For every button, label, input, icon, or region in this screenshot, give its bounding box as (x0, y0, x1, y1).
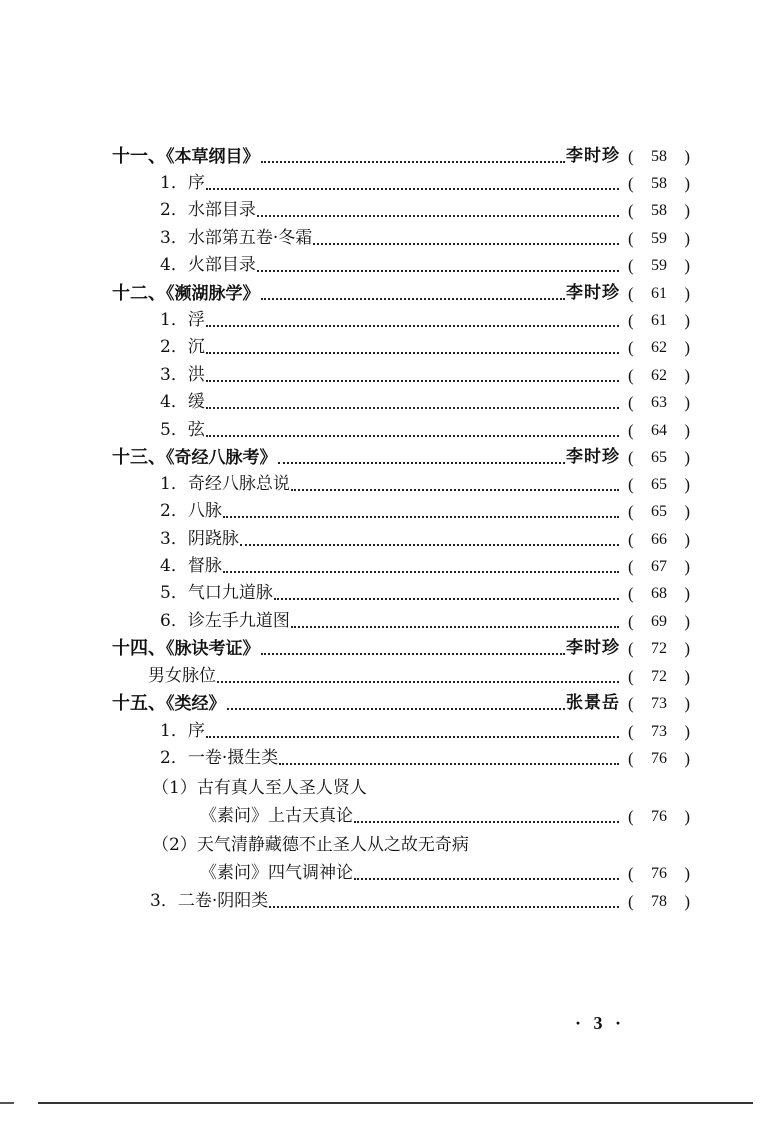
paren-open: ( (628, 448, 634, 467)
page-reference (620, 745, 690, 772)
paren-close: ) (684, 667, 690, 686)
toc-entry-row (160, 526, 690, 553)
dot-leader (223, 553, 619, 580)
paren-close: ) (684, 749, 690, 768)
page-number-value: 67 (651, 558, 667, 575)
dot-leader (291, 471, 619, 498)
toc-entry-label: 1．序 (160, 721, 205, 741)
toc-entry-label: 2．沉 (160, 337, 205, 357)
page-reference (620, 143, 690, 170)
toc-subtitle: （1）古有真人至人圣人贤人 (152, 778, 367, 798)
toc-entry-label: 《素问》四气调神论 (200, 863, 353, 883)
page-number-value: 59 (651, 230, 667, 247)
toc-heading-label (112, 444, 277, 472)
paren-close: ) (684, 694, 690, 713)
page-reference (620, 526, 690, 553)
paren-open: ( (628, 366, 634, 385)
toc-entry-label: 5．弦 (160, 420, 205, 440)
paren-open: ( (628, 174, 634, 193)
page-reference (620, 197, 690, 224)
paren-open: ( (628, 557, 634, 576)
page-reference (620, 417, 690, 444)
paren-close: ) (684, 366, 690, 385)
page-number-value: 61 (651, 285, 667, 302)
page-number-value: 76 (651, 865, 667, 882)
toc-heading-label (112, 635, 260, 663)
paren-open: ( (628, 502, 634, 521)
toc-heading-label (112, 690, 226, 718)
paren-open: ( (628, 612, 634, 631)
page-number-value: 59 (651, 257, 667, 274)
toc-entry-label: 3．水部第五卷·冬霜 (160, 228, 313, 248)
page-reference (620, 803, 690, 830)
page-reference (620, 334, 690, 361)
page-reference (620, 252, 690, 279)
page-number-value: 65 (651, 503, 667, 520)
toc-heading-row (112, 690, 690, 717)
toc-entry-row (150, 888, 690, 915)
page-number-value: 62 (651, 339, 667, 356)
page-number-value: 65 (651, 449, 667, 466)
toc-subtitle: （2）天气清静藏德不止圣人从之故无奇病 (152, 835, 469, 855)
page-number-value: 58 (651, 148, 667, 165)
author-name: 李时珍 (566, 638, 620, 658)
paren-close: ) (684, 256, 690, 275)
page-reference (620, 718, 690, 745)
toc-entry-label: 3．二卷·阴阳类 (150, 891, 269, 911)
paren-open: ( (628, 421, 634, 440)
dot-leader (257, 197, 619, 224)
dot-leader (227, 690, 566, 717)
paren-close: ) (684, 229, 690, 248)
toc-entry-label: 2．一卷·摄生类 (160, 748, 279, 768)
dot-leader (313, 225, 619, 252)
page-number-value: 62 (651, 367, 667, 384)
dot-leader (206, 389, 619, 416)
chapter-number: 十三、 (112, 446, 166, 468)
paren-open: ( (628, 864, 634, 883)
page-reference (620, 280, 690, 307)
page-number-value: 72 (651, 668, 667, 685)
page-number-value: 76 (651, 750, 667, 767)
toc-entry-row (160, 718, 690, 745)
page-reference (620, 307, 690, 334)
paren-close: ) (684, 612, 690, 631)
page-number-value: 72 (651, 640, 667, 657)
chapter-number: 十一、 (112, 145, 166, 167)
paren-open: ( (628, 584, 634, 603)
book-title: 《濒湖脉学》 (166, 283, 260, 304)
toc-entry-row (200, 803, 690, 830)
page-reference (620, 690, 690, 717)
page-number-value: 73 (651, 695, 667, 712)
page-reference (620, 170, 690, 197)
paren-open: ( (628, 229, 634, 248)
book-title: 《奇经八脉考》 (166, 447, 277, 468)
dot-leader (269, 888, 619, 915)
paren-close: ) (684, 557, 690, 576)
paren-open: ( (628, 393, 634, 412)
toc-heading-row (112, 635, 690, 662)
book-title: 《脉诀考证》 (166, 638, 260, 659)
dot-leader (217, 663, 619, 690)
paren-open: ( (628, 892, 634, 911)
paren-open: ( (628, 256, 634, 275)
paren-open: ( (628, 284, 634, 303)
page-reference (620, 860, 690, 887)
toc-entry-row (160, 553, 690, 580)
paren-open: ( (628, 694, 634, 713)
toc-heading-row (112, 143, 690, 170)
page-number-value: 76 (651, 808, 667, 825)
page-number-value: 73 (651, 723, 667, 740)
chapter-number: 十五、 (112, 692, 166, 714)
dot-leader (279, 745, 619, 772)
page-reference (620, 444, 690, 471)
page-reference (620, 663, 690, 690)
paren-close: ) (684, 584, 690, 603)
page-number-value: 58 (651, 175, 667, 192)
page-reference (620, 888, 690, 915)
paren-close: ) (684, 201, 690, 220)
toc-entry-label: 6．诊左手九道图 (160, 611, 290, 631)
page-reference (620, 389, 690, 416)
dot-leader (223, 498, 619, 525)
scan-bottom-line (38, 1102, 753, 1104)
author-name: 李时珍 (566, 283, 620, 303)
paren-open: ( (628, 639, 634, 658)
paren-open: ( (628, 667, 634, 686)
toc-heading-label (112, 143, 260, 171)
paren-close: ) (684, 502, 690, 521)
paren-close: ) (684, 421, 690, 440)
page-number-value: 65 (651, 476, 667, 493)
toc-entry-label: 3．洪 (160, 365, 205, 385)
paren-open: ( (628, 311, 634, 330)
page-reference (620, 635, 690, 662)
toc-entry-row (200, 860, 690, 887)
page-number-value: 58 (651, 202, 667, 219)
author-name: 李时珍 (566, 146, 620, 166)
paren-close: ) (684, 147, 690, 166)
paren-close: ) (684, 475, 690, 494)
page-number-value: 63 (651, 394, 667, 411)
toc-heading-label (112, 280, 260, 308)
page-reference (620, 580, 690, 607)
paren-close: ) (684, 864, 690, 883)
toc-entry-row (148, 663, 690, 690)
paren-close: ) (684, 892, 690, 911)
toc-entry-label: 4．督脉 (160, 556, 222, 576)
paren-open: ( (628, 147, 634, 166)
page-reference (620, 498, 690, 525)
dot-leader (261, 143, 566, 170)
toc-entry-row (160, 580, 690, 607)
toc-entry-row (160, 307, 690, 334)
toc-entry-row (160, 252, 690, 279)
page-reference (620, 471, 690, 498)
dot-leader (240, 526, 619, 553)
page-number-value: 68 (651, 585, 667, 602)
toc-entry-row (160, 170, 690, 197)
paren-close: ) (684, 448, 690, 467)
page-reference (620, 225, 690, 252)
toc-entry-row (160, 608, 690, 635)
paren-close: ) (684, 284, 690, 303)
toc-entry-label: 2．水部目录 (160, 200, 256, 220)
paren-close: ) (684, 530, 690, 549)
toc-entry-label: 5．气口九道脉 (160, 583, 273, 603)
toc-entry-row (160, 471, 690, 498)
toc-entry-label: 4．缓 (160, 392, 205, 412)
paren-open: ( (628, 530, 634, 549)
toc-entry-row (160, 225, 690, 252)
dot-leader (278, 444, 566, 471)
scan-edge-line (0, 1102, 14, 1104)
toc-entry-row (160, 197, 690, 224)
book-title: 《类经》 (166, 693, 226, 714)
page-number-value: 66 (651, 531, 667, 548)
toc-entry-label: 1．序 (160, 173, 205, 193)
dot-leader (257, 252, 619, 279)
paren-close: ) (684, 174, 690, 193)
toc-entry-label: 《素问》上古天真论 (200, 806, 353, 826)
dot-leader (261, 635, 566, 662)
author-name: 张景岳 (566, 693, 620, 713)
paren-close: ) (684, 393, 690, 412)
toc-entry-label: 4．火部目录 (160, 255, 256, 275)
toc-entry-label: 3．阴跷脉 (160, 529, 239, 549)
toc-entry-label: 男女脉位 (148, 666, 216, 686)
page-reference (620, 608, 690, 635)
toc-entry-label: 1．奇经八脉总说 (160, 474, 290, 494)
page-number-value: 69 (651, 613, 667, 630)
page-reference (620, 553, 690, 580)
paren-open: ( (628, 338, 634, 357)
toc-entry-row (160, 417, 690, 444)
paren-open: ( (628, 201, 634, 220)
toc-entry-label: 1．浮 (160, 310, 205, 330)
dot-leader (261, 280, 566, 307)
toc-entry-row (160, 362, 690, 389)
dot-leader (206, 718, 619, 745)
dot-leader (274, 580, 619, 607)
page-number-value: 61 (651, 312, 667, 329)
toc-entry-row (160, 334, 690, 361)
paren-close: ) (684, 722, 690, 741)
book-title: 《本草纲目》 (166, 146, 260, 167)
paren-open: ( (628, 807, 634, 826)
toc-heading-row (112, 444, 690, 471)
page-number: · 3 · (575, 1013, 626, 1033)
toc-heading-row (112, 280, 690, 307)
dot-leader (206, 417, 619, 444)
paren-open: ( (628, 475, 634, 494)
dot-leader (206, 362, 619, 389)
page-reference (620, 362, 690, 389)
toc-entry-row (160, 389, 690, 416)
dot-leader (206, 334, 619, 361)
page-number-value: 78 (651, 893, 667, 910)
paren-close: ) (684, 311, 690, 330)
paren-open: ( (628, 722, 634, 741)
author-name: 李时珍 (566, 447, 620, 467)
toc-entry-row (160, 745, 690, 772)
dot-leader (291, 608, 619, 635)
page-number-value: 64 (651, 422, 667, 439)
paren-close: ) (684, 338, 690, 357)
dot-leader (354, 803, 619, 830)
toc-entry-label: 2．八脉 (160, 501, 222, 521)
toc-entry-row (160, 498, 690, 525)
chapter-number: 十四、 (112, 637, 166, 659)
paren-open: ( (628, 749, 634, 768)
paren-close: ) (684, 807, 690, 826)
paren-close: ) (684, 639, 690, 658)
dot-leader (354, 860, 619, 887)
dot-leader (206, 170, 619, 197)
dot-leader (206, 307, 619, 334)
chapter-number: 十二、 (112, 282, 166, 304)
